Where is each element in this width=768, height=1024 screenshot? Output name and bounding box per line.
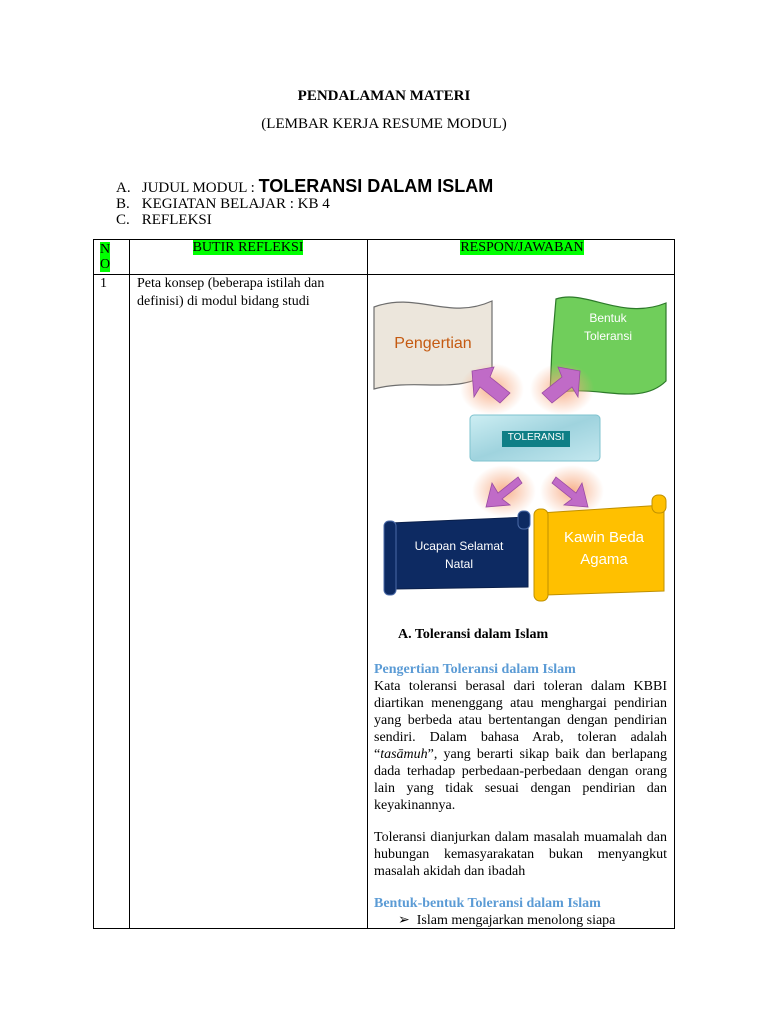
pengertian-text-italic: tasāmuh [380,747,428,762]
table-row-1-no: 1 [100,276,107,291]
pengertian-heading: Pengertian Toleransi dalam Islam [374,662,576,677]
concept-map [368,285,674,615]
meta-c-label: C. [116,212,130,228]
ucapan-label [398,537,520,573]
pengertian-text-pre: Kata toleransi berasal dari toleran dalam KBBI diartikan menenggang atau menghargai pendirian yang berbeda atau bertentangan dengan pendirian sendiri. Dalam bahasa Arab, toleran adalah “ [374,679,667,762]
kawin-label-line2: Agama [580,551,628,568]
table-col-divider-1 [129,240,130,928]
meta-refleksi [116,212,212,229]
bentuk-label-line1: Bentuk [589,311,627,325]
table-header-respon-text: RESPON/JAWABAN [460,240,584,255]
meta-b-label: B. [116,196,130,212]
table-row-1-butir: Peta konsep (beberapa istilah dan definisi) di modul bidang studi [137,276,325,309]
table-header-butir [130,240,366,256]
meta-kegiatan-belajar [116,196,330,213]
ucapan-label-line2: Natal [444,557,473,571]
table-header-no [100,242,112,272]
bentuk-label [558,309,658,345]
table-header-butir-text: BUTIR REFLEKSI [192,240,304,255]
meta-a-text: JUDUL MODUL : [141,180,255,196]
pengertian-section [374,661,667,814]
page-title: PENDALAMAN MATERI [297,88,471,104]
pengertian-label: Pengertian [394,335,472,352]
table-header-respon [368,240,676,256]
section-title: A. Toleransi dalam Islam [398,627,549,642]
bentuk-label-line2: Toleransi [583,329,633,343]
bentuk-bullet-1 [398,912,668,929]
meta-a-value: TOLERANSI DALAM ISLAM [258,176,494,196]
muamalah-paragraph: Toleransi dianjurkan dalam masalah muamalah dan hubungan kemasyarakatan bukan menyangkut masalah akidah dan ibadah [374,830,667,879]
bentuk-bullet-1-text: Islam mengajarkan menolong siapa [416,913,616,928]
page-subtitle: (LEMBAR KERJA RESUME MODUL) [261,116,507,132]
pengertian-text-post: ”, yang berarti sikap baik dan berlapang dada terhadap perbedaan-perbedaan dengan orang lain yang tidak sesuai dengan pendirian dan keyakinannya. [374,747,667,813]
meta-b-text: KEGIATAN BELAJAR : KB 4 [141,196,330,212]
table-header-no-text: NO [100,242,111,272]
toleransi-center-label: TOLERANSI [507,432,565,443]
kawin-label [550,527,658,571]
meta-c-text: REFLEKSI [141,212,212,228]
meta-a-label: A. [116,180,131,196]
bentuk-heading: Bentuk-bentuk Toleransi dalam Islam [374,896,601,911]
bullet-marker-icon: ➢ [398,913,410,928]
ucapan-label-line1: Ucapan Selamat [414,539,504,553]
kawin-label-line1: Kawin Beda [563,529,645,546]
pengertian-paragraph [374,678,667,814]
meta-judul-modul [116,176,493,197]
